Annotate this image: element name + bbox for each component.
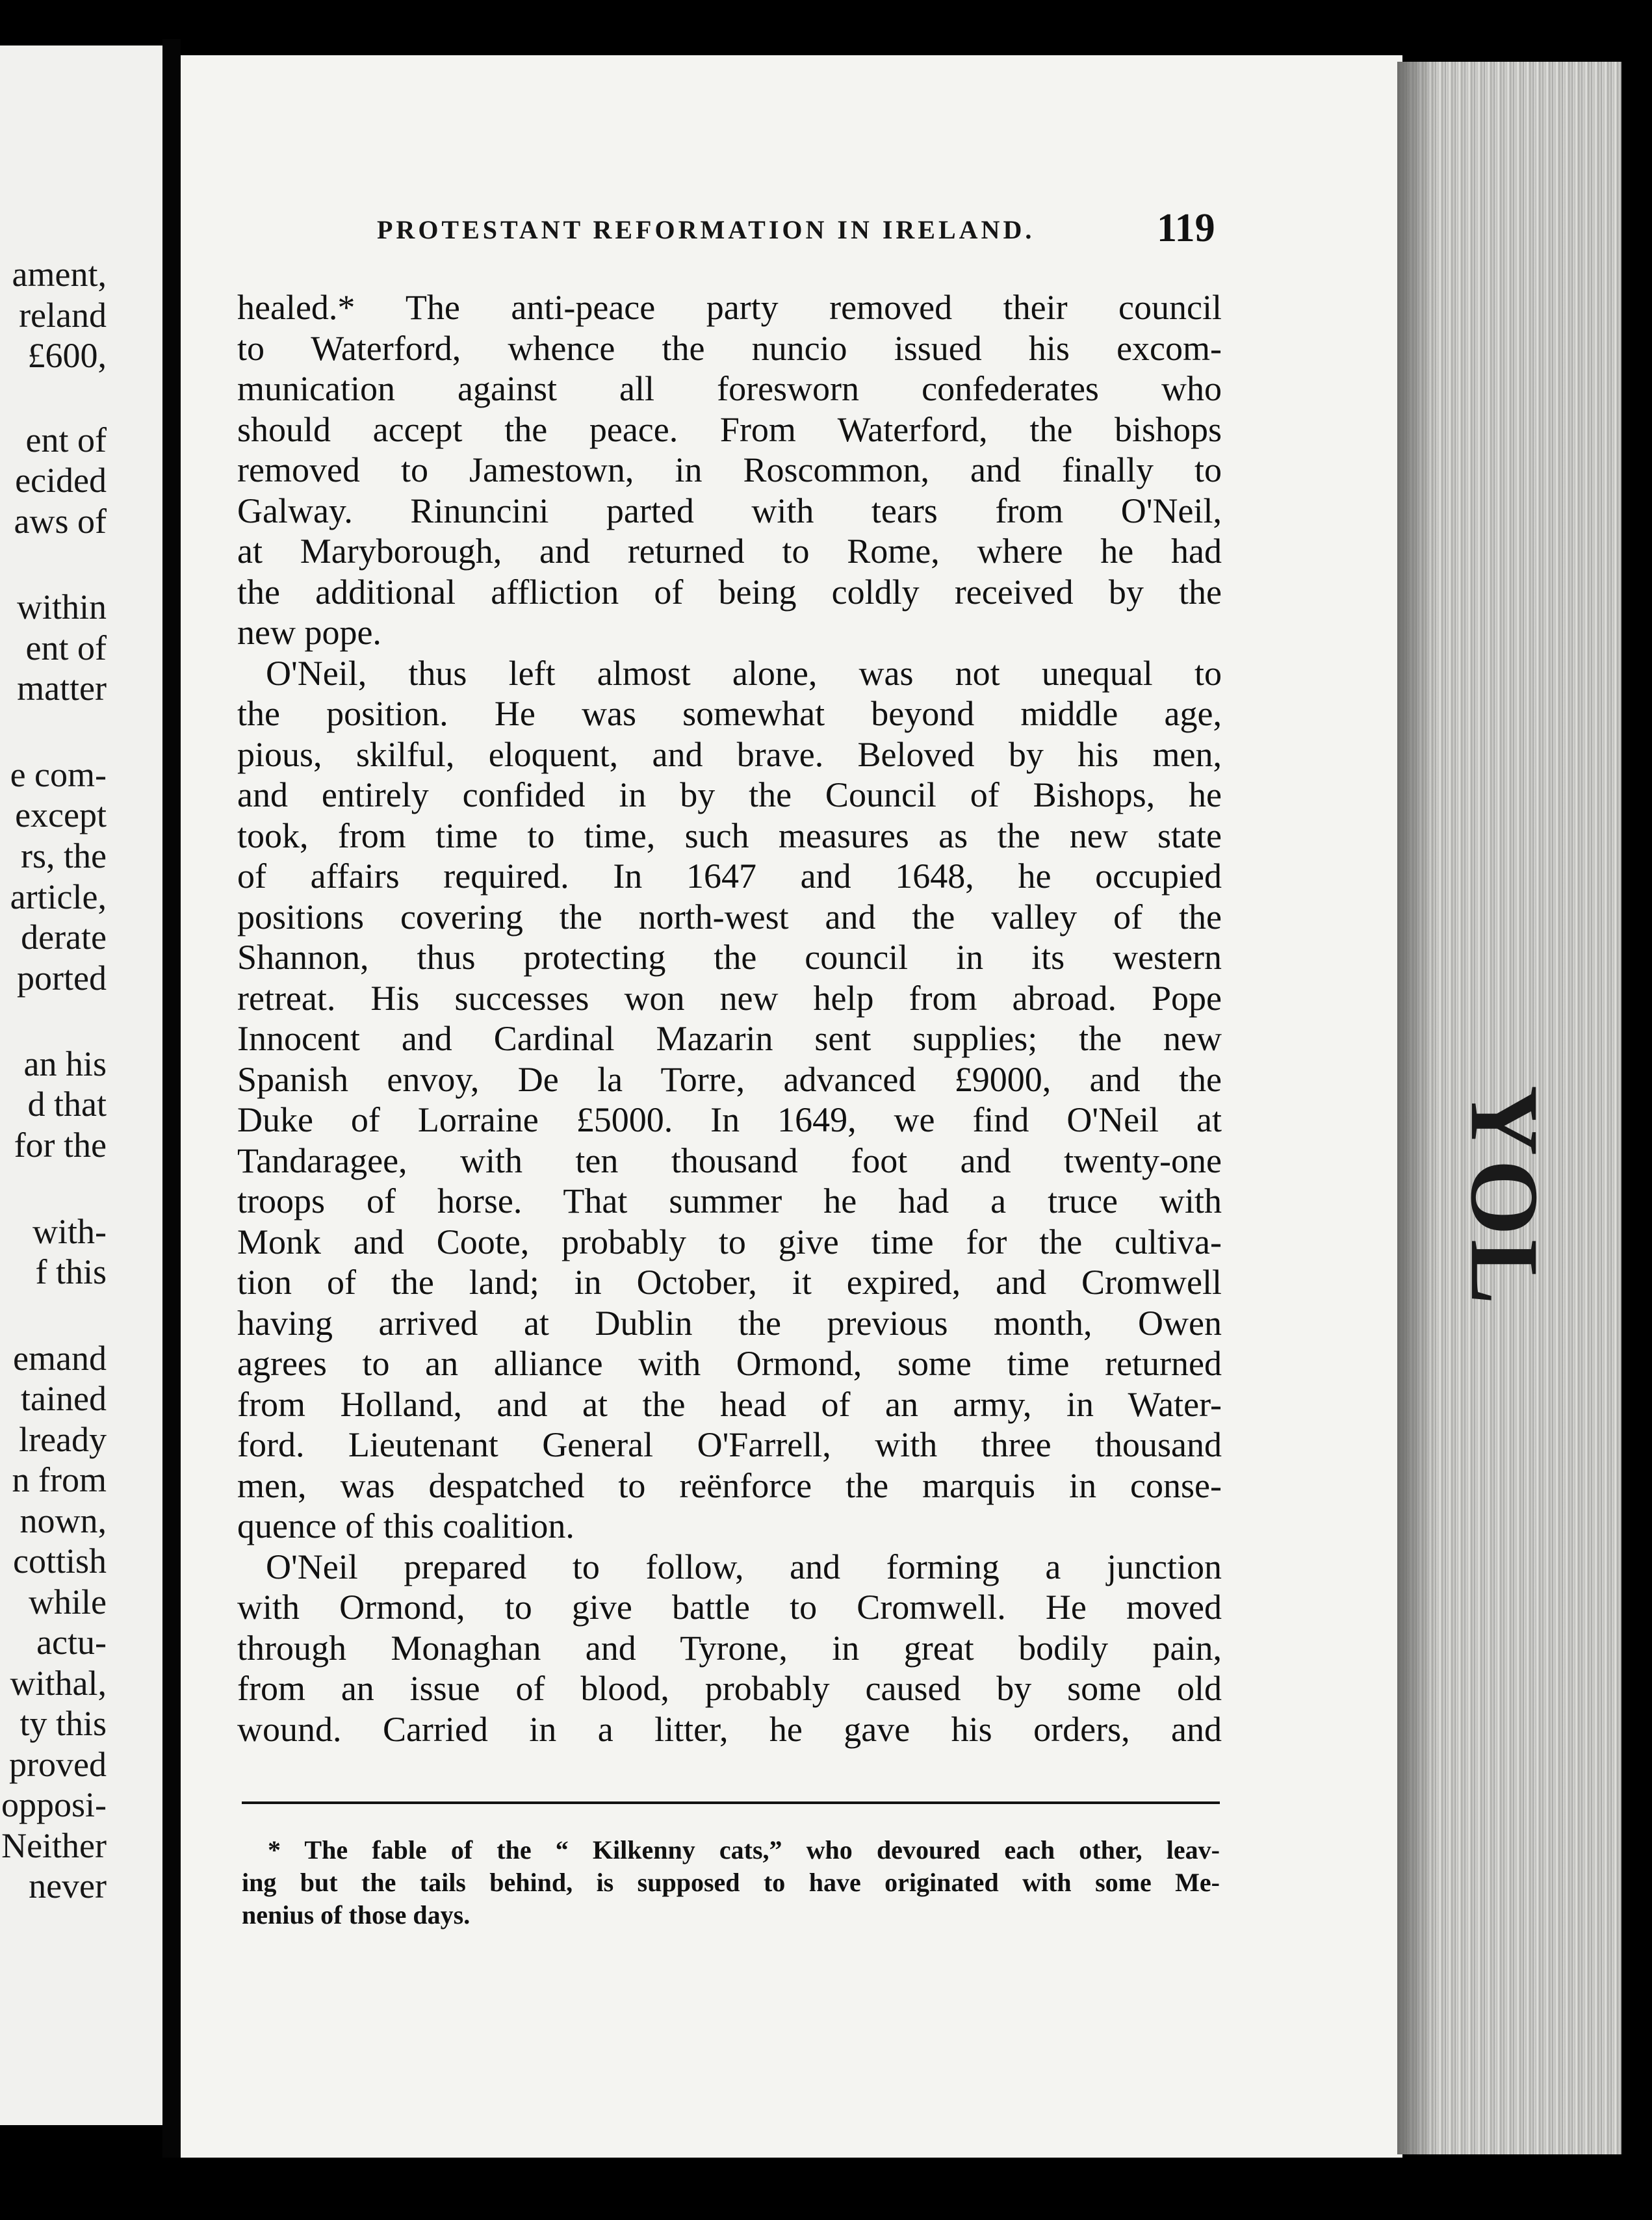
left-page-fragment: d that: [27, 1085, 107, 1124]
text-line: O'Neil, thus left almost alone, was not unequal to: [266, 653, 1222, 693]
left-page-fragment: proved: [9, 1745, 107, 1784]
left-page-fragment: matter: [17, 669, 107, 708]
text-line: wound. Carried in a litter, he gave his orders, and: [237, 1709, 1222, 1749]
text-line: having arrived at Dublin the previous month, Owen: [237, 1303, 1222, 1343]
left-page-fragment: an his: [23, 1044, 107, 1083]
text-line: Monk and Coote, probably to give time for the cultiva-: [237, 1222, 1222, 1261]
left-page-fragment: £600,: [27, 336, 107, 375]
left-page-fragment: except: [15, 795, 107, 834]
text-line: men, was despatched to reënforce the marquis in conse-: [237, 1465, 1222, 1505]
text-line: removed to Jamestown, in Roscommon, and finally to: [237, 450, 1222, 489]
text-line: through Monaghan and Tyrone, in great bodily pain,: [237, 1628, 1222, 1668]
text-line: agrees to an alliance with Ormond, some time returned: [237, 1344, 1222, 1383]
left-facing-page: [0, 45, 162, 2125]
text-line: healed.* The anti-peace party removed their council: [237, 288, 1222, 327]
footnote-line: ing but the tails behind, is supposed to have originated with some Me-: [242, 1868, 1220, 1897]
left-page-fragment: withal,: [10, 1664, 107, 1703]
text-line: munication against all foresworn confederates who: [237, 369, 1222, 408]
text-line: of affairs required. In 1647 and 1648, he occupied: [237, 857, 1222, 896]
text-line: the additional affliction of being coldly received by the: [237, 572, 1222, 612]
page-number: 119: [1157, 206, 1215, 250]
text-line: at Maryborough, and returned to Rome, where he had: [237, 532, 1222, 571]
text-line: Tandaragee, with ten thousand foot and twenty-one: [237, 1141, 1222, 1180]
text-line: O'Neil prepared to follow, and forming a junction: [266, 1547, 1222, 1586]
left-page-fragment: f this: [35, 1252, 107, 1291]
left-page-fragment: lready: [19, 1420, 107, 1459]
text-line: pious, skilful, eloquent, and brave. Beloved by his men,: [237, 734, 1222, 774]
left-page-fragment: aws of: [14, 502, 107, 541]
text-line: positions covering the north-west and the valley of the: [237, 897, 1222, 936]
left-page-fragment: ent of: [25, 628, 107, 667]
left-page-fragment: derate: [21, 918, 107, 957]
left-page-fragment: ent of: [25, 420, 107, 459]
left-page-fragment: ty this: [19, 1704, 107, 1743]
left-page-fragment: ported: [17, 959, 107, 998]
left-page-fragment: article,: [10, 877, 107, 916]
left-page-fragment: ament,: [12, 255, 107, 294]
text-line: Duke of Lorraine £5000. In 1649, we find O'Neil at: [237, 1100, 1222, 1139]
left-page-fragment: for the: [14, 1126, 107, 1165]
spine-label: YOL: [1451, 1085, 1558, 1309]
left-page-fragment: n from: [12, 1460, 107, 1499]
text-line: troops of horse. That summer he had a truce with: [237, 1181, 1222, 1220]
text-line: Galway. Rinuncini parted with tears from O'Neil,: [237, 491, 1222, 530]
left-page-fragment: within: [16, 587, 107, 626]
text-line: Shannon, thus protecting the council in its western: [237, 938, 1222, 977]
text-line: Innocent and Cardinal Mazarin sent supplies; the new: [237, 1019, 1222, 1058]
left-page-fragment: with-: [32, 1212, 107, 1251]
text-line: to Waterford, whence the nuncio issued his excom-: [237, 328, 1222, 368]
left-page-fragment: e com-: [10, 755, 107, 794]
footnote-rule: [242, 1801, 1220, 1804]
book-gutter: [162, 39, 181, 2158]
text-line: retreat. His successes won new help from abroad. Pope: [237, 978, 1222, 1018]
footnote-line: nenius of those days.: [242, 1900, 471, 1930]
left-page-fragment: never: [29, 1866, 107, 1905]
text-line: with Ormond, to give battle to Cromwell. He moved: [237, 1588, 1222, 1627]
text-line: the position. He was somewhat beyond middle age,: [237, 694, 1222, 733]
footnote: [242, 1834, 1220, 1931]
text-line: ford. Lieutenant General O'Farrell, with three thousand: [237, 1425, 1222, 1464]
text-line: from Holland, and at the head of an army, in Water-: [237, 1384, 1222, 1424]
left-page-fragment: reland: [19, 296, 107, 335]
left-page-fragment: nown,: [19, 1501, 107, 1540]
text-line: took, from time to time, such measures as the new state: [237, 816, 1222, 855]
body-text: [237, 287, 1222, 1749]
running-head: PROTESTANT REFORMATION IN IRELAND.: [377, 215, 1035, 244]
left-page-fragment: Neither: [1, 1826, 107, 1865]
left-page-fragment: tained: [21, 1379, 107, 1418]
left-page-fragment: while: [29, 1582, 107, 1621]
text-line: and entirely confided in by the Council of Bishops, he: [237, 775, 1222, 814]
left-page-fragment: cottish: [13, 1542, 107, 1581]
left-page-fragment: opposi-: [1, 1785, 107, 1824]
left-page-fragment: rs, the: [21, 836, 107, 875]
footnote-line: * The fable of the “ Kilkenny cats,” who devoured each other, leav-: [268, 1835, 1220, 1865]
text-line: should accept the peace. From Waterford, the bishops: [237, 409, 1222, 449]
left-page-fragment: ecided: [15, 461, 107, 500]
text-line: new pope.: [237, 613, 381, 652]
text-line: from an issue of blood, probably caused by some old: [237, 1669, 1222, 1708]
text-line: Spanish envoy, De la Torre, advanced £9000, and the: [237, 1059, 1222, 1099]
text-line: tion of the land; in October, it expired, and Cromwell: [237, 1263, 1222, 1302]
left-page-fragment: emand: [13, 1339, 107, 1378]
text-line: quence of this coalition.: [237, 1506, 574, 1545]
left-page-fragment: actu-: [36, 1623, 107, 1662]
